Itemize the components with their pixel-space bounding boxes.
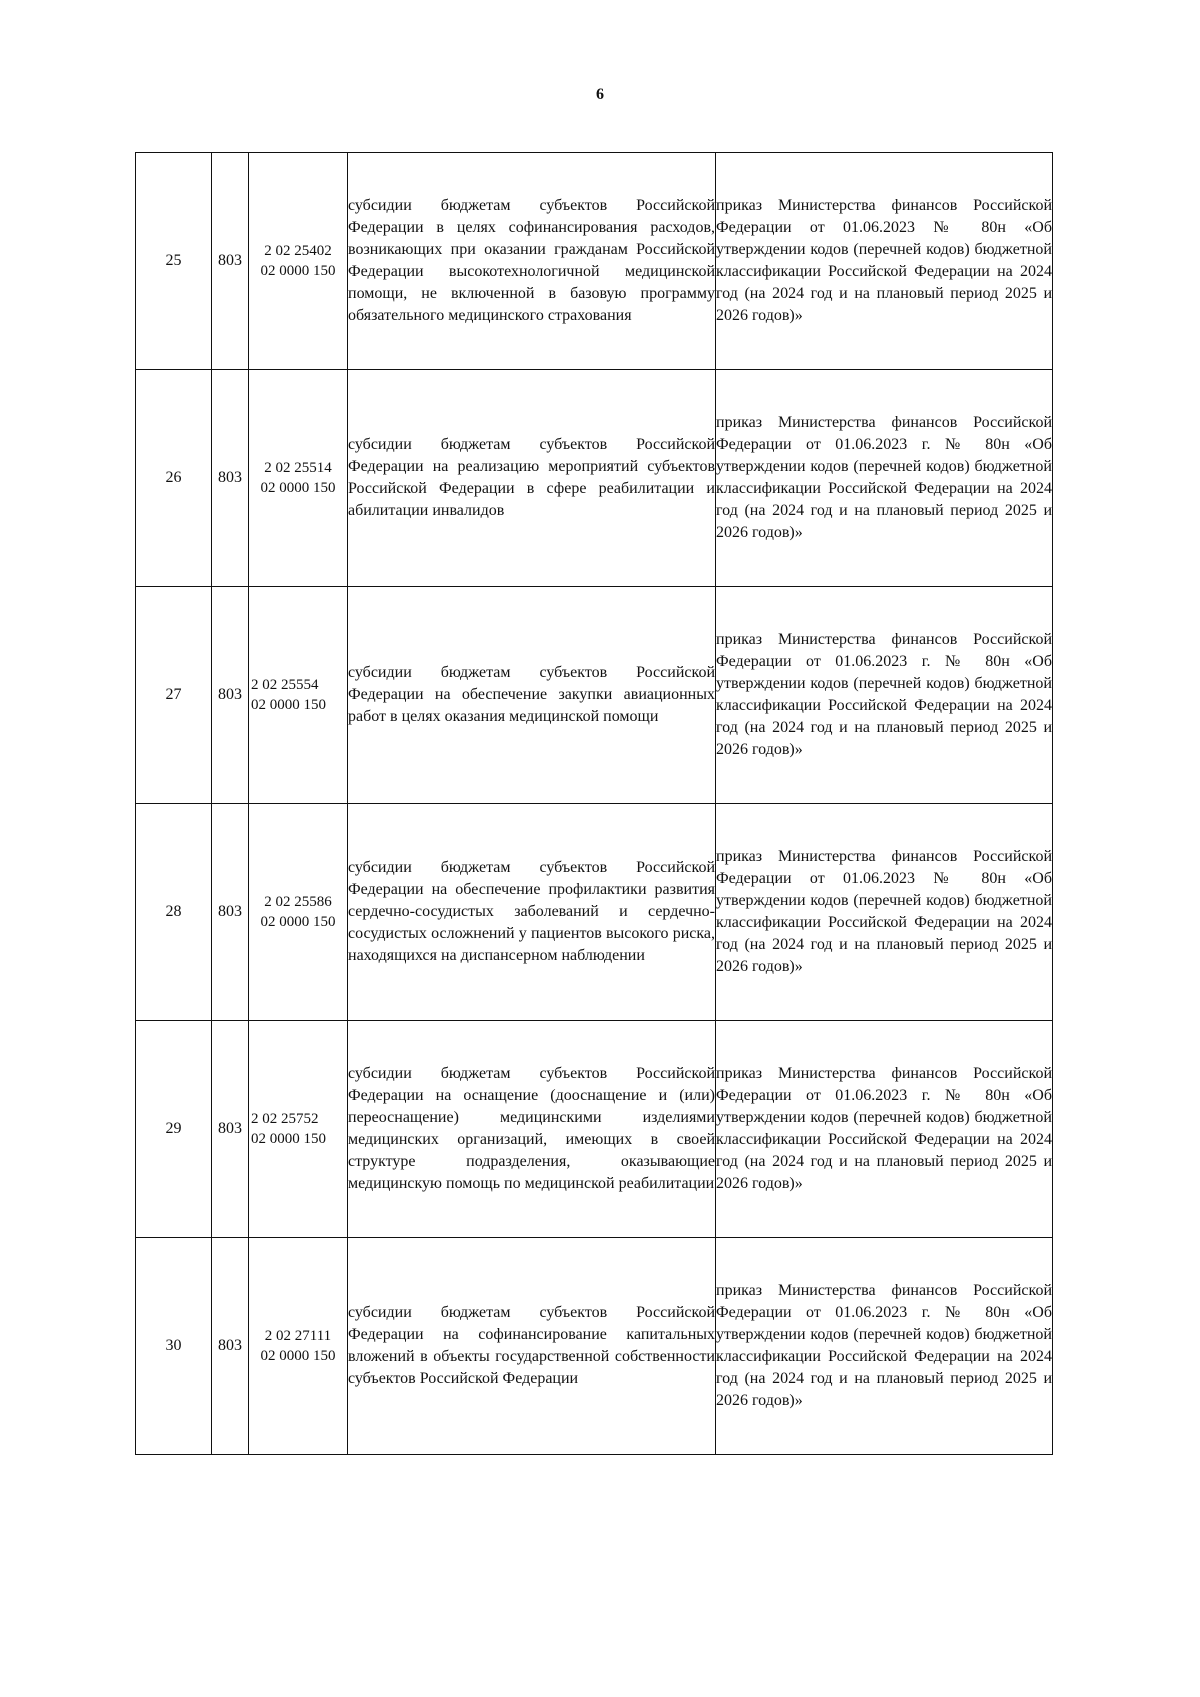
administrator-code: 803 xyxy=(212,370,249,587)
legal-basis: приказ Министерства финансов Российской Федерации от 01.06.2023 г. № 80н «Об утверждении кодов (перечней кодов) бюджетной классификации Российской Федерации на 2024 год (на 2024 год и на плановый период 2025 и 2026 годов)» xyxy=(716,587,1053,804)
administrator-code: 803 xyxy=(212,587,249,804)
legal-basis: приказ Министерства финансов Российской Федерации от 01.06.2023 г. № 80н «Об утверждении кодов (перечней кодов) бюджетной классификации Российской Федерации на 2024 год (на 2024 год и на плановый период 2025 и 2026 годов)» xyxy=(716,1021,1053,1238)
kbk-code-line2: 02 0000 150 xyxy=(251,1131,326,1147)
administrator-code: 803 xyxy=(212,1021,249,1238)
administrator-code: 803 xyxy=(212,153,249,370)
kbk-code xyxy=(249,370,348,587)
kbk-code xyxy=(249,804,348,1021)
row-number: 25 xyxy=(136,153,212,370)
table-row xyxy=(136,1021,1053,1238)
table-row xyxy=(136,804,1053,1021)
kbk-code-line1: 2 02 25514 xyxy=(264,460,332,476)
row-number: 30 xyxy=(136,1238,212,1455)
kbk-code-line2: 02 0000 150 xyxy=(260,480,336,496)
legal-basis: приказ Министерства финансов Российской Федерации от 01.06.2023 г. № 80н «Об утверждении кодов (перечней кодов) бюджетной классификации Российской Федерации на 2024 год (на 2024 год и на плановый период 2025 и 2026 годов)» xyxy=(716,370,1053,587)
income-name: субсидии бюджетам субъектов Российской Федерации на реализацию мероприятий субъектов Российской Федерации в сфере реабилитации и абилитации инвалидов xyxy=(348,370,716,587)
table-row xyxy=(136,370,1053,587)
kbk-code-line1: 2 02 25554 xyxy=(251,677,319,693)
kbk-code-line1: 2 02 27111 xyxy=(264,1328,332,1344)
table-row xyxy=(136,587,1053,804)
page-number: 6 xyxy=(596,86,604,103)
kbk-code xyxy=(249,587,348,804)
administrator-code: 803 xyxy=(212,804,249,1021)
budget-classification-table xyxy=(135,152,1053,1455)
kbk-code-line1: 2 02 25586 xyxy=(264,894,332,910)
kbk-code-line2: 02 0000 150 xyxy=(260,1348,336,1364)
kbk-code-line1: 2 02 25402 xyxy=(264,243,332,259)
income-name: субсидии бюджетам субъектов Российской Федерации в целях софинансирования расходов, возникающих при оказании гражданам Российской Федерации высокотехнологичной медицинской помощи, не включенной в базовую программу обязательного медицинского страхования xyxy=(348,153,716,370)
legal-basis: приказ Министерства финансов Российской Федерации от 01.06.2023 г. № 80н «Об утверждении кодов (перечней кодов) бюджетной классификации Российской Федерации на 2024 год (на 2024 год и на плановый период 2025 и 2026 годов)» xyxy=(716,1238,1053,1455)
kbk-code-line2: 02 0000 150 xyxy=(260,263,336,279)
administrator-code: 803 xyxy=(212,1238,249,1455)
kbk-code xyxy=(249,153,348,370)
row-number: 26 xyxy=(136,370,212,587)
kbk-code-line2: 02 0000 150 xyxy=(260,914,336,930)
income-name: субсидии бюджетам субъектов Российской Федерации на софинансирование капитальных вложений в объекты государственной собственности субъектов Российской Федерации xyxy=(348,1238,716,1455)
legal-basis: приказ Министерства финансов Российской Федерации от 01.06.2023 № 80н «Об утверждении кодов (перечней кодов) бюджетной классификации Российской Федерации на 2024 год (на 2024 год и на плановый период 2025 и 2026 годов)» xyxy=(716,804,1053,1021)
table-row xyxy=(136,1238,1053,1455)
row-number: 28 xyxy=(136,804,212,1021)
table-row xyxy=(136,153,1053,370)
income-name: субсидии бюджетам субъектов Российской Федерации на обеспечение закупки авиационных работ в целях оказания медицинской помощи xyxy=(348,587,716,804)
kbk-code-line1: 2 02 25752 xyxy=(251,1111,319,1127)
kbk-code-line2: 02 0000 150 xyxy=(251,697,326,713)
income-name: субсидии бюджетам субъектов Российской Федерации на оснащение (дооснащение и (или) переоснащение) медицинскими изделиями медицинских организаций, имеющих в своей структуре подразделения, оказывающие медицинскую помощь по медицинской реабилитации xyxy=(348,1021,716,1238)
row-number: 29 xyxy=(136,1021,212,1238)
row-number: 27 xyxy=(136,587,212,804)
kbk-code xyxy=(249,1238,348,1455)
legal-basis: приказ Министерства финансов Российской Федерации от 01.06.2023 № 80н «Об утверждении кодов (перечней кодов) бюджетной классификации Российской Федерации на 2024 год (на 2024 год и на плановый период 2025 и 2026 годов)» xyxy=(716,153,1053,370)
income-name: субсидии бюджетам субъектов Российской Федерации на обеспечение профилактики развития сердечно-сосудистых заболеваний и сердечно-сосудистых осложнений у пациентов высокого риска, находящихся на диспансерном наблюдении xyxy=(348,804,716,1021)
kbk-code xyxy=(249,1021,348,1238)
